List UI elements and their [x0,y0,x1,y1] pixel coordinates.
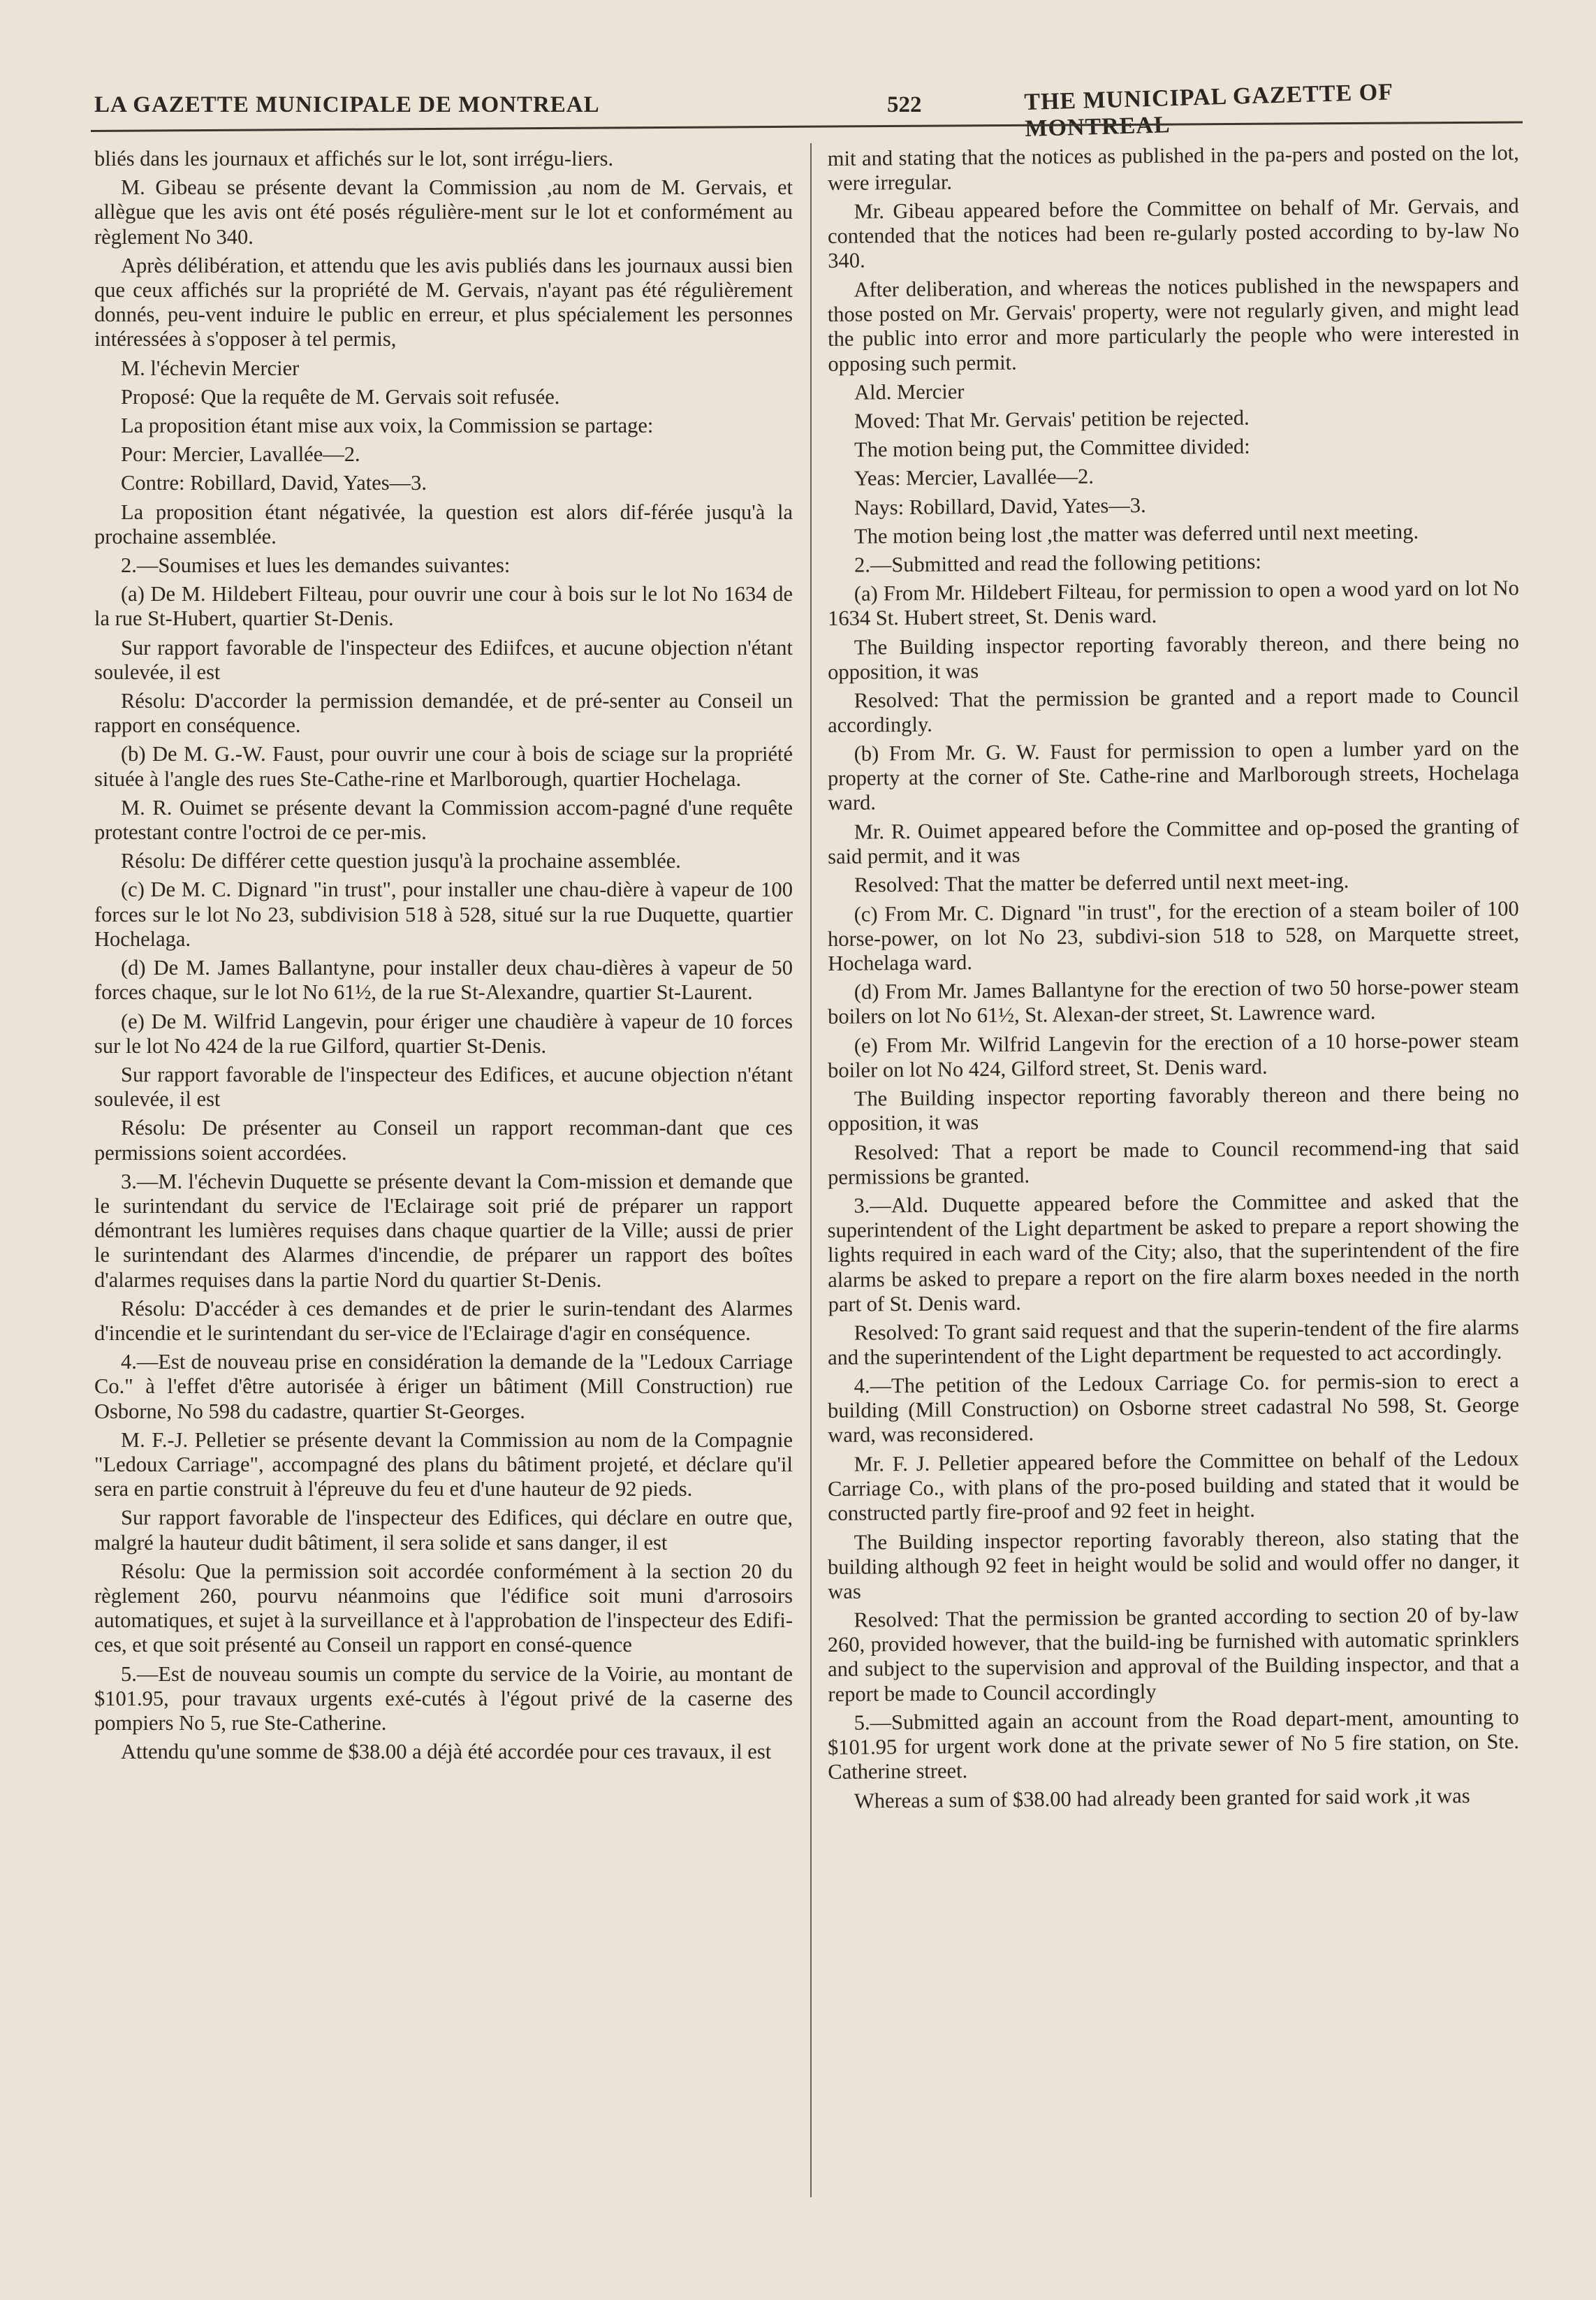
french-paragraph: Résolu: De présenter au Conseil un rapport recomman-dant que ces permissions soient accordées. [94,1116,793,1165]
french-paragraph: La proposition étant mise aux voix, la Commission se partage: [121,414,654,438]
french-paragraph: Sur rapport favorable de l'inspecteur des Edifices, et aucune objection n'étant soulevée, il est [94,1062,793,1112]
english-paragraph: 4.—The petition of the Ledoux Carriage Co. for permis-sion to erect a building (Mill Construction) on Osborne street cadastral No 598, St. George ward, was reconsidered. [827,1368,1520,1448]
french-paragraph: M. F.-J. Pelletier se présente devant la Commission au nom de la Compagnie "Ledoux Carriage", accompagné des plans du bâtiment projeté, et déclare qu'il sera en partie construit à l'épreuve du feu et d'une hauteur de 92 pieds. [94,1427,793,1501]
french-paragraph: Proposé: Que la requête de M. Gervais soit refusée. [121,384,560,409]
french-paragraph: Pour: Mercier, Lavallée—2. [121,442,360,467]
french-paragraph: Contre: Robillard, David, Yates—3. [121,471,427,495]
english-paragraph: Mr. R. Ouimet appeared before the Committee and op-posed the granting of said permit, and it was [828,814,1519,869]
french-paragraph: Résolu: D'accéder à ces demandes et de prier le surin-tendant des Alarmes d'incendie et le surintendant du ser-vice de l'Eclairage d'agir en conséquence. [94,1296,793,1345]
french-paragraph: Résolu: D'accorder la permission demandée, et de pré-senter au Conseil un rapport en conséquence. [94,689,793,738]
french-paragraph: Sur rapport favorable de l'inspecteur des Edifices, qui déclare en outre que, malgré la hauteur dudit bâtiment, il sera solide et sans danger, il est [94,1506,793,1555]
french-paragraph: (d) De M. James Ballantyne, pour installer deux chau-dières à vapeur de 50 forces chaque, sur le lot No 61½, de la rue St-Alexandre, quartier St-Laurent. [94,956,793,1005]
french-paragraph: 5.—Est de nouveau soumis un compte du service de la Voirie, au montant de $101.95, pour travaux urgents exé-cutés à l'égout privé de la caserne des pompiers No 5, rue Ste-Catherine. [94,1661,793,1735]
english-paragraph: (a) From Mr. Hildebert Filteau, for permission to open a wood yard on lot No 1634 St. Hubert street, St. Denis ward. [828,576,1519,631]
french-paragraph: Résolu: De différer cette question jusqu'à la prochaine assemblée. [121,849,681,873]
english-paragraph: mit and stating that the notices as published in the pa-pers and posted on the lot, were irregular. [827,140,1519,196]
french-paragraph: 2.—Soumises et lues les demandes suivantes: [121,553,511,578]
english-paragraph: 5.—Submitted again an account from the Road depart-ment, amounting to $101.95 for urgent work done at the private sewer of No 5 fire station, on Ste. Catherine street. [827,1705,1520,1784]
english-paragraph: The Building inspector reporting favorably thereon, and there being no opposition, it was [828,629,1519,684]
french-paragraph: Résolu: Que la permission soit accordée conformément à la section 20 du règlement 260, pourvu néanmoins que l'édifice soit muni d'arrosoirs automatiques, et sujet à la surveillance et à l'approbation de l'inspecteur des Edifi-ces, et que soit présenté au Conseil un rapport en consé-quence [94,1559,793,1657]
french-paragraph: 3.—M. l'échevin Duquette se présente devant la Com-mission et demande que le surintendant du service de l'Eclairage soit prié de préparer un rapport démontrant les lumières requises dans chaque quartier de la Ville; aussi de prier le surintendant des Alarmes d'incendie, de préparer un rapport des boîtes d'alarmes requises dans la partie Nord du quartier St-Denis. [94,1169,793,1292]
french-column [94,147,793,1768]
french-paragraph: M. Gibeau se présente devant la Commission ,au nom de M. Gervais, et allègue que les avis ont été posés régulière-ment sur le lot et conformément au règlement No 340. [94,175,793,249]
french-paragraph: M. l'échevin Mercier [121,356,300,380]
english-paragraph: The Building inspector reporting favorably thereon, also stating that the building although 92 feet in height would be solid and would offer no danger, it was [827,1524,1520,1603]
english-paragraph: Mr. Gibeau appeared before the Committee on behalf of Mr. Gervais, and contended that the notices had been re-gularly posted according to by-law No 340. [827,194,1520,273]
header-english-title: THE MUNICIPAL GAZETTE OF MONTREAL [1023,79,1393,143]
french-paragraph: 4.—Est de nouveau prise en considération la demande de la "Ledoux Carriage Co." à l'effet d'être autorisée à ériger un bâtiment (Mill Construction) rue Osborne, No 598 du cadastre, quartier St-Georges. [94,1350,793,1423]
english-paragraph: Resolved: That the permission be granted according to section 20 of by-law 260, provided however, that the build-ing be furnished with automatic sprinklers and subject to the supervision and approval of the Building inspector, and that a report be made to Council accordingly [827,1602,1520,1706]
english-paragraph: Nays: Robillard, David, Yates—3. [854,493,1146,520]
english-paragraph: The motion being lost ,the matter was deferred until next meeting. [854,519,1419,548]
french-paragraph: (b) De M. G.-W. Faust, pour ouvrir une cour à bois de sciage sur la propriété située à l'angle des rues Ste-Cathe-rine et Marlborough, quartier Hochelaga. [94,742,793,791]
english-paragraph: Resolved: That the permission be granted and a report made to Council accordingly. [828,683,1519,738]
english-paragraph: The Building inspector reporting favorably thereon and there being no opposition, it was [828,1081,1519,1136]
english-paragraph: Whereas a sum of $38.00 had already been granted for said work ,it was [854,1783,1470,1813]
french-paragraph: M. R. Ouimet se présente devant la Commission accom-pagné d'une requête protestant contre l'octroi de ce per-mis. [94,795,793,845]
english-paragraph: Mr. F. J. Pelletier appeared before the Committee on behalf of the Ledoux Carriage Co., with plans of the pro-posed building and stated that it would be constructed partly fire-proof and 92 feet in height. [827,1446,1520,1526]
english-paragraph: 3.—Ald. Duquette appeared before the Committee and asked that the superintendent of the Light department be asked to prepare a report showing the lights required in each ward of the City; also, that the superintendent of the fire alarms be asked to prepare a report on the fire alarm boxes needed in the north part of St. Denis ward. [827,1188,1520,1316]
column-divider [810,143,812,2197]
english-paragraph: (c) From Mr. C. Dignard "in trust", for the erection of a steam boiler of 100 horse-power, on lot No 23, subdivi-sion 518 to 528, on Marquette street, Hochelaga ward. [827,896,1520,976]
english-paragraph: (e) From Mr. Wilfrid Langevin for the erection of a 10 horse-power steam boiler on lot No 424, Gilford street, St. Denis ward. [828,1028,1519,1082]
english-paragraph: Ald. Mercier [854,379,965,405]
french-paragraph: Sur rapport favorable de l'inspecteur des Ediifces, et aucune objection n'étant soulevée, il est [94,635,793,684]
english-paragraph: The motion being put, the Committee divided: [854,434,1250,462]
french-paragraph: (a) De M. Hildebert Filteau, pour ouvrir une cour à bois sur le lot No 1634 de la rue St-Hubert, quartier St-Denis. [94,582,793,631]
english-paragraph: Yeas: Mercier, Lavallée—2. [854,465,1094,491]
english-paragraph: Resolved: To grant said request and that the superin-tendent of the fire alarms and the superintendent of the Light department be requested to act accordingly. [828,1315,1519,1370]
french-paragraph: La proposition étant négativée, la question est alors dif-férée jusqu'à la prochaine assemblée. [94,500,793,548]
french-paragraph: Attendu qu'une somme de $38.00 a déjà été accordée pour ces travaux, il est [121,1740,772,1764]
english-paragraph: 2.—Submitted and read the following petitions: [854,549,1261,577]
header-french-title: LA GAZETTE MUNICIPALE DE MONTREAL [94,92,600,117]
page-number: 522 [887,92,922,117]
french-paragraph: bliés dans les journaux et affichés sur le lot, sont irrégu-liers. [94,147,614,170]
english-paragraph: Resolved: That a report be made to Council recommend-ing that said permissions be granted. [828,1134,1519,1189]
english-paragraph: (b) From Mr. G. W. Faust for permission to open a lumber yard on the property at the corner of Ste. Cathe-rine and Marlborough streets, Hochelaga ward. [827,736,1520,815]
english-paragraph: Resolved: That the matter be deferred until next meet-ing. [854,868,1349,898]
french-paragraph: (c) De M. C. Dignard "in trust", pour installer une chau-dière à vapeur de 100 forces sur le lot No 23, subdivision 518 à 528, situé sur la rue Duquette, quartier Hochelaga. [94,878,793,951]
french-paragraph: Après délibération, et attendu que les avis publiés dans les journaux aussi bien que ceux affichés sur la propriété de M. Gervais, n'ayant pas été régulièrement donnés, peu-vent induire le public en erreur, et plus spécialement les personnes intéressées à s'opposer à tel permis, [94,253,793,351]
english-column [827,140,1520,1818]
english-paragraph: (d) From Mr. James Ballantyne for the erection of two 50 horse-power steam boilers on lot No 61½, St. Alexan-der street, St. Lawrence ward. [828,974,1519,1029]
english-paragraph: Moved: That Mr. Gervais' petition be rejected. [854,405,1250,433]
french-paragraph: (e) De M. Wilfrid Langevin, pour ériger une chaudière à vapeur de 10 forces sur le lot No 424 de la rue Gilford, quartier St-Denis. [94,1009,793,1058]
english-paragraph: After deliberation, and whereas the notices published in the newspapers and those posted on Mr. Gervais' property, were not regularly given, and might lead the public into error and more particularly the people who were interested in opposing such permit. [827,272,1520,376]
